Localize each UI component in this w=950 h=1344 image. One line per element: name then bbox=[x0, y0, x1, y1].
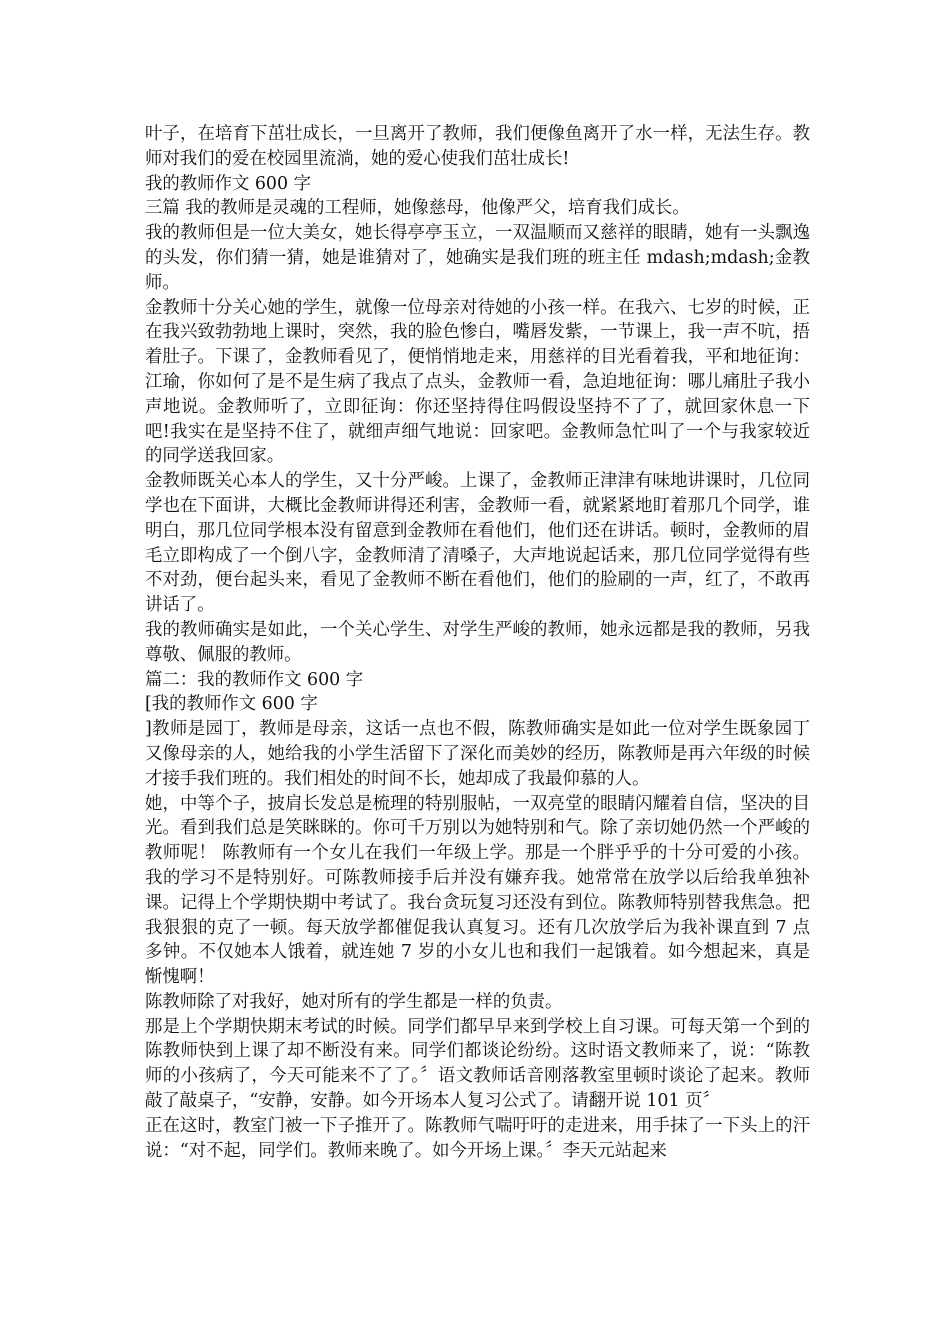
paragraph-13: 那是上个学期快期末考试的时候。同学们都早早来到学校上自习课。可每天第一个到的陈教师快到上课了却不断没有来。同学们都谈论纷纷。这时语文教师来了，说：“陈教师的小孩病了，今天可能来不了了。〞语文教师话音刚落教室里顿时谈论了起来。教师敲了敲桌子，“安静，安静。如今开场本人复习公式了。请翻开说 101 页〞 bbox=[145, 1016, 810, 1112]
paragraph-7: 我的教师确实是如此，一个关心学生、对学生严峻的教师，她永远都是我的教师，另我尊敬、佩服的教师。 bbox=[145, 619, 810, 665]
paragraph-6: 金教师既关心本人的学生，又十分严峻。上课了，金教师正津津有味地讲课时，几位同学也在下面讲，大概比金教师讲得还利害，金教师一看，就紧紧地盯着那几个同学，谁明白，那几位同学根本没有留意到金教师在看他们，他们还在讲话。顿时，金教师的眉毛立即构成了一个倒八字，金教师清了清嗓子，大声地说起话来，那几位同学觉得有些不对劲，便台起头来，看见了金教师不断在看他们，他们的脸刷的一声，红了，不敢再讲话了。 bbox=[145, 471, 810, 616]
paragraph-11: 她，中等个子，披肩长发总是梳理的特别服帖，一双亮堂的眼睛闪耀着自信，坚决的目光。看到我们总是笑眯眯的。你可千万别以为她特别和气。除了亲切她仍然一个严峻的教师呢！ 陈教师有一个女儿在我们一年级上学。那是一个胖乎乎的十分可爱的小孩。 我的学习不是特别好。可陈教师接手后并没有嫌弃我。她常常在放学以后给我单独补课。记得上个学期快期中考试了。我台贪玩复习还没有到位。陈教师特别替我焦急。把我狠狠的克了一顿。每天放学都催促我认真复习。还有几次放学后为我补课直到 7 点多钟。不仅她本人饿着，就连她 7 岁的小女儿也和我们一起饿着。如今想起来，真是惭愧啊！ bbox=[145, 793, 810, 988]
paragraph-12: 陈教师除了对我好，她对所有的学生都是一样的负责。 bbox=[145, 991, 563, 1012]
heading-my-teacher: 我的教师作文 600 字 bbox=[145, 173, 311, 194]
document-page bbox=[145, 122, 810, 1163]
paragraph-1: 叶子，在培育下茁壮成长，一旦离开了教师，我们便像鱼离开了水一样，无法生存。教师对我们的爱在校园里流淌，她的爱心使我们茁壮成长! bbox=[145, 124, 810, 169]
paragraph-14: 正在这时，教室门被一下子推开了。陈教师气喘吁吁的走进来，用手抹了一下头上的汗说：“对不起，同学们。教师来晚了。如今开场上课。〞李天元站起来 bbox=[145, 1115, 810, 1161]
paragraph-4: 我的教师但是一位大美女，她长得亭亭玉立，一双温顺而又慈祥的眼睛，她有一头飘逸的头发，你们猜一猜，她是谁猜对了，她确实是我们班的班主任 mdash;mdash;金教师。 bbox=[145, 223, 810, 293]
paragraph-3: 三篇 我的教师是灵魂的工程师，她像慈母，他像严父，培育我们成长。 bbox=[145, 198, 690, 219]
paragraph-10: ]教师是园丁，教师是母亲，这话一点也不假，陈教师确实是如此一位对学生既象园丁又像母亲的人，她给我的小学生活留下了深化而美妙的经历，陈教师是再六年级的时候才接手我们班的。我们相处的时间不长，她却成了我最仰慕的人。 bbox=[145, 719, 810, 789]
heading-bracketed: [我的教师作文 600 字 bbox=[145, 694, 318, 715]
heading-part-two: 篇二：我的教师作文 600 字 bbox=[145, 669, 364, 690]
paragraph-5: 金教师十分关心她的学生，就像一位母亲对待她的小孩一样。在我六、七岁的时候，正在我兴致勃勃地上课时，突然，我的脸色惨白，嘴唇发紫，一节课上，我一声不吭，捂着肚子。下课了，金教师看见了，便悄悄地走来，用慈祥的目光看着我，平和地征询：江瑜，你如何了是不是生病了我点了点头，金教师一看，急迫地征询：哪儿痛肚子我小声地说。金教师听了，立即征询：你还坚持得住吗假设坚持不了了，就回家休息一下吧!我实在是坚持不住了，就细声细气地说：回家吧。金教师急忙叫了一个与我家较近的同学送我回家。 bbox=[145, 297, 810, 467]
